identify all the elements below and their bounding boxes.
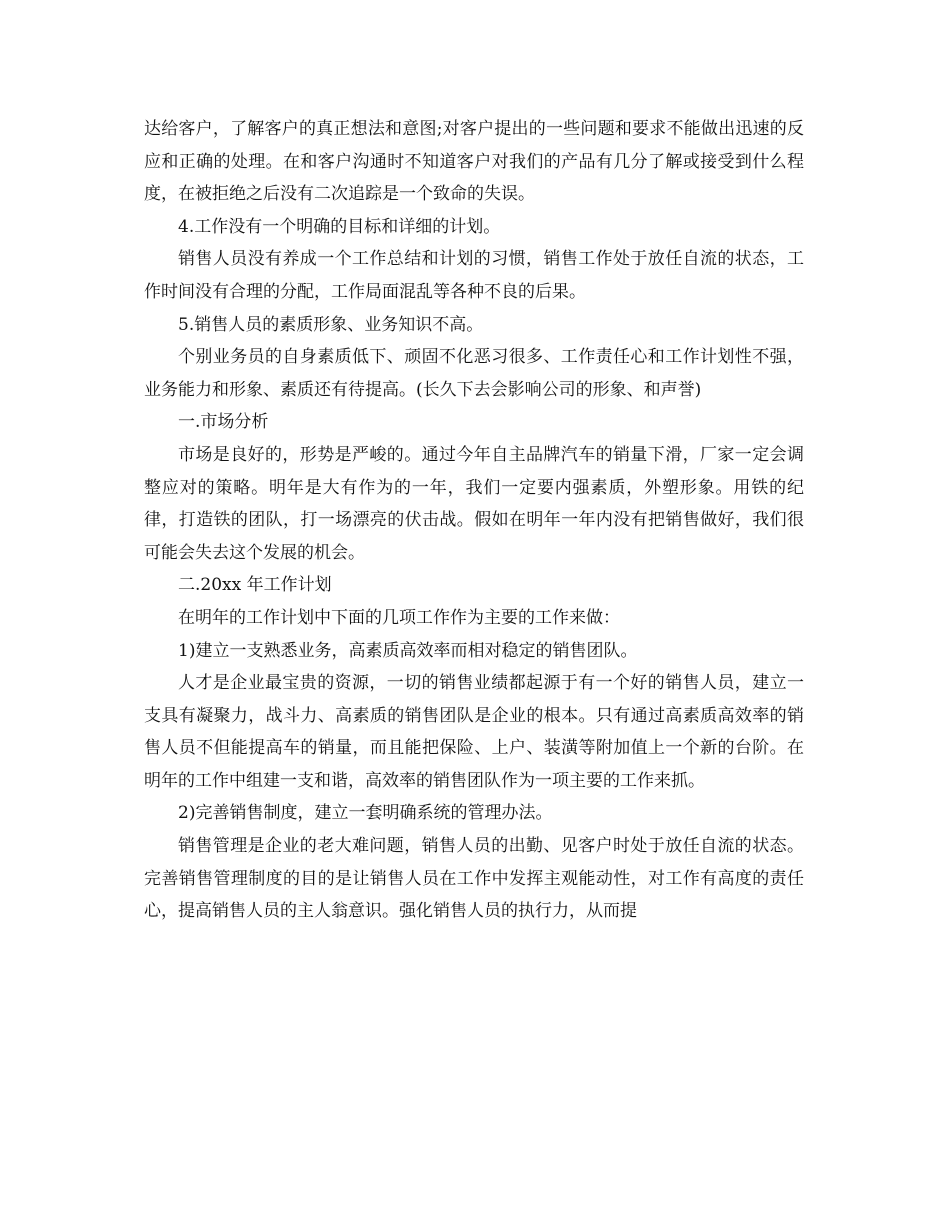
heading-market-analysis: 一.市场分析 xyxy=(178,412,269,433)
paragraph-market-analysis: 市场是良好的，形势是严峻的。通过今年自主品牌汽车的销量下滑，厂家一定会调整应对的策略。明年是大有作为的一年，我们一定要内强素质，外塑形象。用铁的纪律，打造铁的团队，打一场漂亮的伏击战。假如在明年一年内没有把销售做好，我们很可能会失去这个发展的机会。 xyxy=(144,444,804,563)
paragraph-sales-system: 销售管理是企业的老大难问题，销售人员的出勤、见客户时处于放任自流的状态。完善销售管理制度的目的是让销售人员在工作中发挥主观能动性，对工作有高度的责任心，提高销售人员的主人翁意识。强化销售人员的执行力，从而提 xyxy=(144,836,804,922)
heading-staff-quality: 5.销售人员的素质形象、业务知识不高。 xyxy=(178,314,484,335)
paragraph-staff-quality: 个别业务员的自身素质低下、顽固不化恶习很多、工作责任心和工作计划性不强，业务能力和形象、素质还有待提高。(长久下去会影响公司的形象、和声誉) xyxy=(144,347,804,400)
document-page xyxy=(144,113,804,928)
paragraph-work-plan-intro: 在明年的工作计划中下面的几项工作作为主要的工作来做： xyxy=(178,607,620,628)
heading-build-team: 1)建立一支熟悉业务，高素质高效率而相对稳定的销售团队。 xyxy=(178,640,638,661)
heading-sales-system: 2)完善销售制度，建立一套明确系统的管理办法。 xyxy=(178,803,553,824)
paragraph-customer-communication: 达给客户，了解客户的真正想法和意图;对客户提出的一些问题和要求不能做出迅速的反应和正确的处理。在和客户沟通时不知道客户对我们的产品有几分了解或接受到什么程度，在被拒绝之后没有二次追踪是一个致命的失误。 xyxy=(144,119,804,205)
heading-work-plan: 二.20xx 年工作计划 xyxy=(178,575,332,596)
heading-no-clear-goal: 4.工作没有一个明确的目标和详细的计划。 xyxy=(178,216,501,237)
paragraph-no-summary-habit: 销售人员没有养成一个工作总结和计划的习惯，销售工作处于放任自流的状态，工作时间没有合理的分配，工作局面混乱等各种不良的后果。 xyxy=(144,249,804,302)
paragraph-build-team: 人才是企业最宝贵的资源，一切的销售业绩都起源于有一个好的销售人员，建立一支具有凝聚力，战斗力、高素质的销售团队是企业的根本。只有通过高素质高效率的销售人员不但能提高车的销量，而且能把保险、上户、装潢等附加值上一个新的台阶。在明年的工作中组建一支和谐，高效率的销售团队作为一项主要的工作来抓。 xyxy=(144,673,804,791)
